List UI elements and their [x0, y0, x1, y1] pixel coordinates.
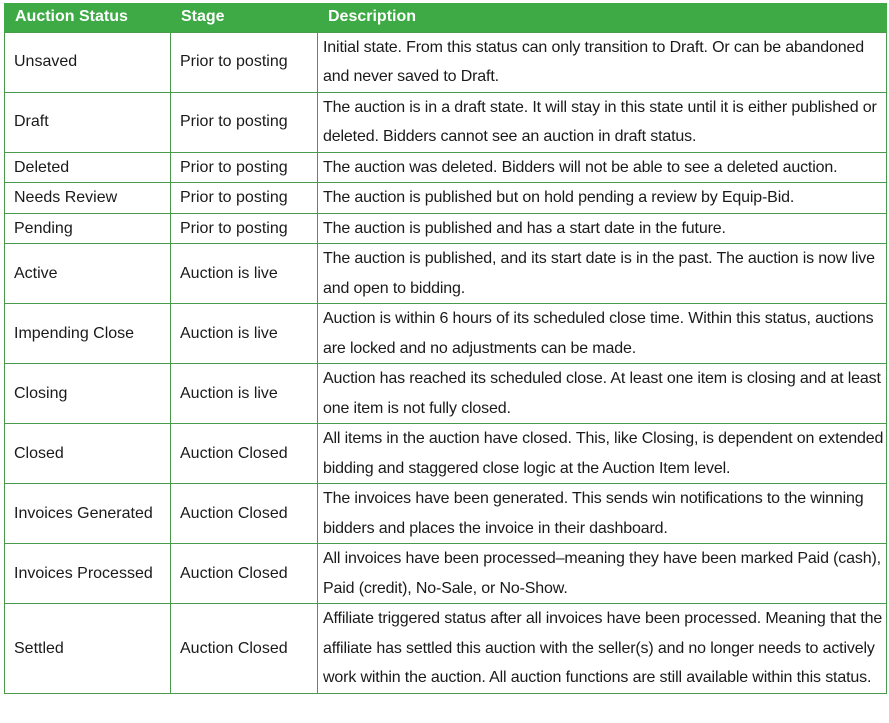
description-cell: Auction is within 6 hours of its scheduled close time. Within this status, auctions are locked and no adjustments can be made. — [318, 304, 887, 364]
description-cell: Initial state. From this status can only transition to Draft. Or can be abandoned and never saved to Draft. — [318, 32, 887, 92]
status-cell: Deleted — [5, 152, 171, 183]
stage-cell: Auction is live — [171, 244, 318, 304]
description-cell: All items in the auction have closed. This, like Closing, is dependent on extended bidding and staggered close logic at the Auction Item level. — [318, 424, 887, 484]
stage-cell: Auction Closed — [171, 484, 318, 544]
stage-cell: Prior to posting — [171, 183, 318, 214]
table-row — [5, 152, 887, 183]
description-cell: The auction is published but on hold pending a review by Equip-Bid. — [318, 183, 887, 214]
table-row — [5, 604, 887, 694]
table-row — [5, 213, 887, 244]
header-row — [5, 3, 887, 32]
status-cell: Closed — [5, 424, 171, 484]
status-cell: Settled — [5, 604, 171, 694]
header-auction-status: Auction Status — [5, 3, 171, 32]
header-stage: Stage — [171, 3, 318, 32]
stage-cell: Prior to posting — [171, 152, 318, 183]
status-cell: Draft — [5, 92, 171, 152]
stage-cell: Prior to posting — [171, 92, 318, 152]
table-row — [5, 183, 887, 214]
table-row — [5, 32, 887, 92]
description-cell: The auction is published and has a start date in the future. — [318, 213, 887, 244]
description-cell: The auction is published, and its start date is in the past. The auction is now live and open to bidding. — [318, 244, 887, 304]
table-row — [5, 304, 887, 364]
status-cell: Needs Review — [5, 183, 171, 214]
stage-cell: Auction Closed — [171, 604, 318, 694]
table-row — [5, 484, 887, 544]
stage-cell: Auction Closed — [171, 544, 318, 604]
description-cell: The auction was deleted. Bidders will not be able to see a deleted auction. — [318, 152, 887, 183]
header-description: Description — [318, 3, 887, 32]
stage-cell: Prior to posting — [171, 213, 318, 244]
description-cell: The invoices have been generated. This sends win notifications to the winning bidders and places the invoice in their dashboard. — [318, 484, 887, 544]
stage-cell: Auction is live — [171, 364, 318, 424]
status-cell: Invoices Generated — [5, 484, 171, 544]
description-cell: Affiliate triggered status after all invoices have been processed. Meaning that the affiliate has settled this auction with the seller(s) and no longer needs to actively work within the auction. All auction functions are still available within this status. — [318, 604, 887, 694]
status-cell: Invoices Processed — [5, 544, 171, 604]
table-row — [5, 92, 887, 152]
table-row — [5, 544, 887, 604]
table-header — [5, 3, 887, 32]
status-cell: Pending — [5, 213, 171, 244]
table-row — [5, 244, 887, 304]
stage-cell: Prior to posting — [171, 32, 318, 92]
status-cell: Closing — [5, 364, 171, 424]
stage-cell: Auction is live — [171, 304, 318, 364]
status-cell: Active — [5, 244, 171, 304]
description-cell: The auction is in a draft state. It will stay in this state until it is either published or deleted. Bidders cannot see an auction in draft status. — [318, 92, 887, 152]
description-cell: All invoices have been processed–meaning they have been marked Paid (cash), Paid (credit), No-Sale, or No-Show. — [318, 544, 887, 604]
table-body — [5, 32, 887, 693]
auction-status-table — [4, 3, 887, 694]
stage-cell: Auction Closed — [171, 424, 318, 484]
table-row — [5, 364, 887, 424]
status-cell: Unsaved — [5, 32, 171, 92]
status-cell: Impending Close — [5, 304, 171, 364]
description-cell: Auction has reached its scheduled close. At least one item is closing and at least one item is not fully closed. — [318, 364, 887, 424]
table-row — [5, 424, 887, 484]
